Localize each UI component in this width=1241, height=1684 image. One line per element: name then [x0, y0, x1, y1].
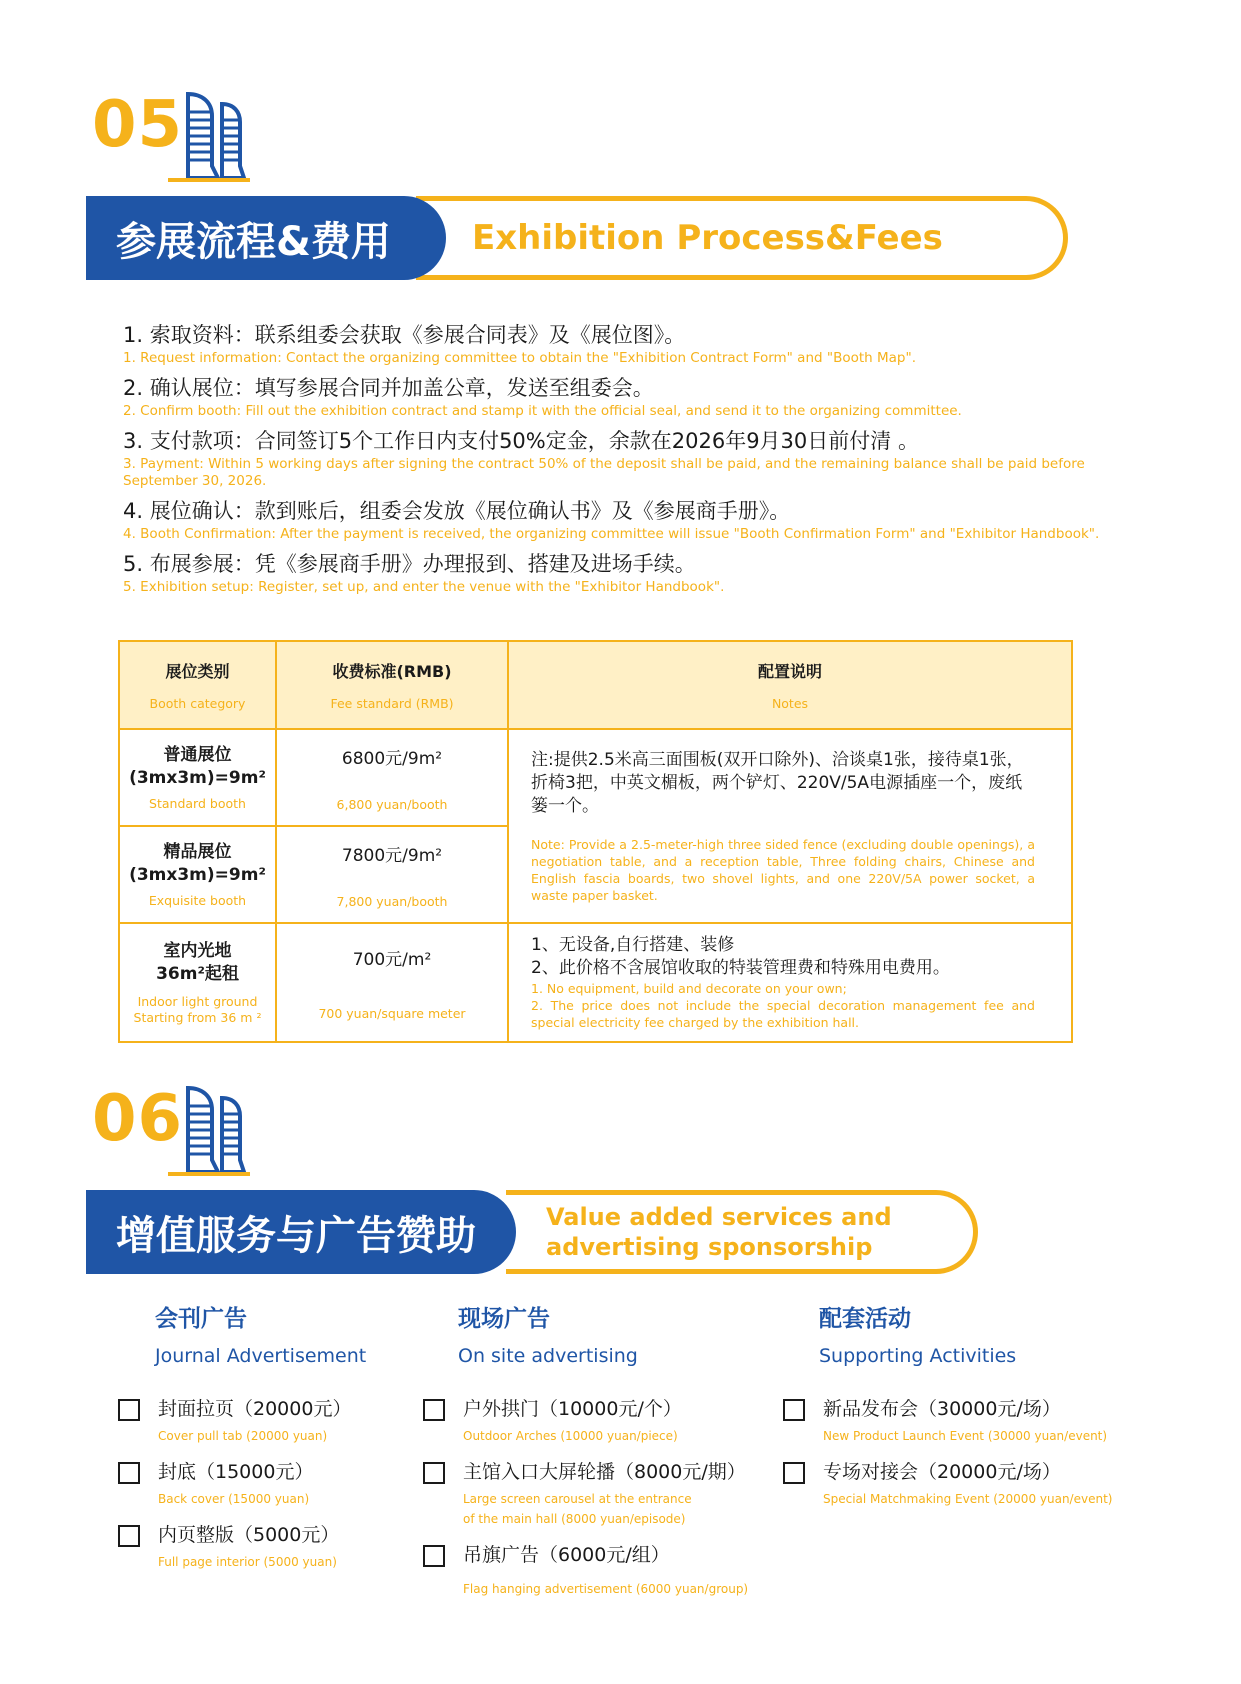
step-en: 5. Exhibition setup: Register, set up, and enter the venue with the "Exhibitor Handbook".	[123, 579, 725, 595]
option-label-en: Full page interior (5000 yuan)	[158, 1555, 337, 1569]
option-label-en-line2: of the main hall (8000 yuan/episode)	[463, 1512, 686, 1526]
table-row	[119, 729, 1072, 826]
option-label-en: Back cover (15000 yuan)	[158, 1492, 310, 1506]
notes-cell: 注:提供2.5米高三面围板(双开口除外)、洽谈桌1张，接待桌1张，折椅3把，中英文楣板，两个铲灯、220V/5A电源插座一个，废纸篓一个。 Note: Provide a 2.5-meter-high three sided fence (excluding double openings), a negotiation table, and a reception table, Three folding chairs, Chinese and English fascia boards, two shovel lights, and one 220V/5A power socket, a waste paper basket.	[508, 729, 1072, 923]
checkbox[interactable]	[783, 1399, 805, 1421]
booth-category-cell: 室内光地 36m²起租 Indoor light ground Starting from 36 m ²	[119, 923, 276, 1042]
option-label-cn: 新品发布会（30000元/场）	[823, 1398, 1061, 1420]
table-header-row	[119, 641, 1072, 729]
step-en: 1. Request information: Contact the organizing committee to obtain the "Exhibition Contract Form" and "Booth Map".	[123, 350, 916, 366]
column-subtitle: Journal Advertisement	[155, 1345, 367, 1367]
option-label-cn: 封底（15000元）	[158, 1461, 314, 1483]
checkbox[interactable]	[118, 1399, 140, 1421]
option-item	[118, 1521, 366, 1572]
notes-cell: 1、无设备,自行搭建、装修 2、此价格不含展馆收取的特装管理费和特殊用电费用。 1. No equipment, build and decorate on your own; 2. The price does not include the special decoration management fee and special electricity fee charged by the exhibition hall.	[508, 923, 1072, 1042]
column-onsite-ads	[423, 1300, 748, 1599]
header-fee-standard: 收费标准(RMB) Fee standard (RMB)	[276, 641, 508, 729]
option-label-cn: 内页整版（5000元）	[158, 1524, 340, 1546]
building-icon	[160, 1080, 252, 1180]
option-label-cn: 吊旗广告（6000元/组）	[463, 1544, 670, 1566]
option-item	[423, 1541, 748, 1599]
column-title: 现场广告	[458, 1306, 550, 1332]
booth-category-cell: 精品展位 (3mx3m)=9m² Exquisite booth	[119, 826, 276, 923]
column-subtitle: On site advertising	[458, 1345, 638, 1367]
process-steps	[123, 320, 1123, 602]
table-row	[119, 923, 1072, 1042]
option-label-en: Large screen carousel at the entrance	[463, 1492, 692, 1506]
step-cn: 2. 确认展位：填写参展合同并加盖公章，发送至组委会。	[123, 376, 654, 400]
checkbox[interactable]	[423, 1545, 445, 1567]
step-en: 3. Payment: Within 5 working days after signing the contract 50% of the deposit shall be paid, and the remaining balance shall be paid before September 30, 2026.	[123, 456, 1085, 489]
option-item	[783, 1395, 1112, 1446]
checkbox[interactable]	[118, 1462, 140, 1484]
step-item	[123, 426, 1123, 490]
step-cn: 4. 展位确认：款到账后，组委会发放《展位确认书》及《参展商手册》。	[123, 499, 791, 523]
section6-title-cn-box	[86, 1190, 516, 1274]
step-item	[123, 496, 1123, 543]
step-cn: 5. 布展参展：凭《参展商手册》办理报到、搭建及进场手续。	[123, 552, 696, 576]
column-journal-ads	[118, 1300, 366, 1572]
step-item	[123, 373, 1123, 420]
section6-title-en-line2: advertising sponsorship	[546, 1233, 873, 1261]
checkbox[interactable]	[423, 1462, 445, 1484]
option-item	[783, 1458, 1112, 1509]
step-cn: 1. 索取资料：联系组委会获取《参展合同表》及《展位图》。	[123, 323, 686, 347]
checkbox[interactable]	[423, 1399, 445, 1421]
step-en: 2. Confirm booth: Fill out the exhibition contract and stamp it with the official seal, and send it to the organizing committee.	[123, 403, 962, 419]
section5-title-cn-box	[86, 196, 446, 280]
booth-category-cell: 普通展位 (3mx3m)=9m² Standard booth	[119, 729, 276, 826]
section6-title-en-line1: Value added services and	[546, 1203, 892, 1231]
section-number: 06	[92, 1082, 184, 1156]
section5-title-cn: 参展流程&费用	[116, 218, 391, 265]
option-label-en: Cover pull tab (20000 yuan)	[158, 1429, 328, 1443]
option-label-en: Flag hanging advertisement (6000 yuan/group)	[463, 1582, 749, 1596]
section-number: 05	[92, 88, 184, 162]
option-item	[423, 1458, 748, 1529]
fee-cell: 7800元/9m² 7,800 yuan/booth	[276, 826, 508, 923]
fee-cell: 6800元/9m² 6,800 yuan/booth	[276, 729, 508, 826]
step-cn: 3. 支付款项：合同签订5个工作日内支付50%定金，余款在2026年9月30日前付清 。	[123, 429, 919, 453]
header-notes: 配置说明 Notes	[508, 641, 1072, 729]
option-item	[423, 1395, 748, 1446]
option-label-en: Special Matchmaking Event (20000 yuan/event)	[823, 1492, 1113, 1506]
fees-table	[118, 640, 1073, 1043]
column-supporting-activities	[783, 1300, 1112, 1509]
header-booth-category: 展位类别 Booth category	[119, 641, 276, 729]
option-label-cn: 主馆入口大屏轮播（8000元/期）	[463, 1461, 746, 1483]
checkbox[interactable]	[783, 1462, 805, 1484]
option-label-en: Outdoor Arches (10000 yuan/piece)	[463, 1429, 678, 1443]
option-label-cn: 户外拱门（10000元/个）	[463, 1398, 682, 1420]
section5-title-en: Exhibition Process&Fees	[472, 218, 943, 258]
option-item	[118, 1395, 366, 1446]
step-item	[123, 549, 1123, 596]
option-label-en: New Product Launch Event (30000 yuan/event)	[823, 1429, 1108, 1443]
step-item	[123, 320, 1123, 367]
step-en: 4. Booth Confirmation: After the payment is received, the organizing committee will issue "Booth Confirmation Form" and "Exhibitor Handbook".	[123, 526, 1100, 542]
option-item	[118, 1458, 366, 1509]
option-label-cn: 专场对接会（20000元/场）	[823, 1461, 1061, 1483]
checkbox[interactable]	[118, 1525, 140, 1547]
column-title: 会刊广告	[155, 1306, 247, 1332]
building-icon	[160, 86, 252, 186]
option-label-cn: 封面拉页（20000元）	[158, 1398, 352, 1420]
section6-title-cn: 增值服务与广告赞助	[116, 1212, 476, 1259]
column-title: 配套活动	[819, 1306, 911, 1332]
section5-title-en-box	[416, 196, 1068, 280]
column-subtitle: Supporting Activities	[819, 1345, 1017, 1367]
section6-title-en-box	[506, 1190, 978, 1274]
fee-cell: 700元/m² 700 yuan/square meter	[276, 923, 508, 1042]
